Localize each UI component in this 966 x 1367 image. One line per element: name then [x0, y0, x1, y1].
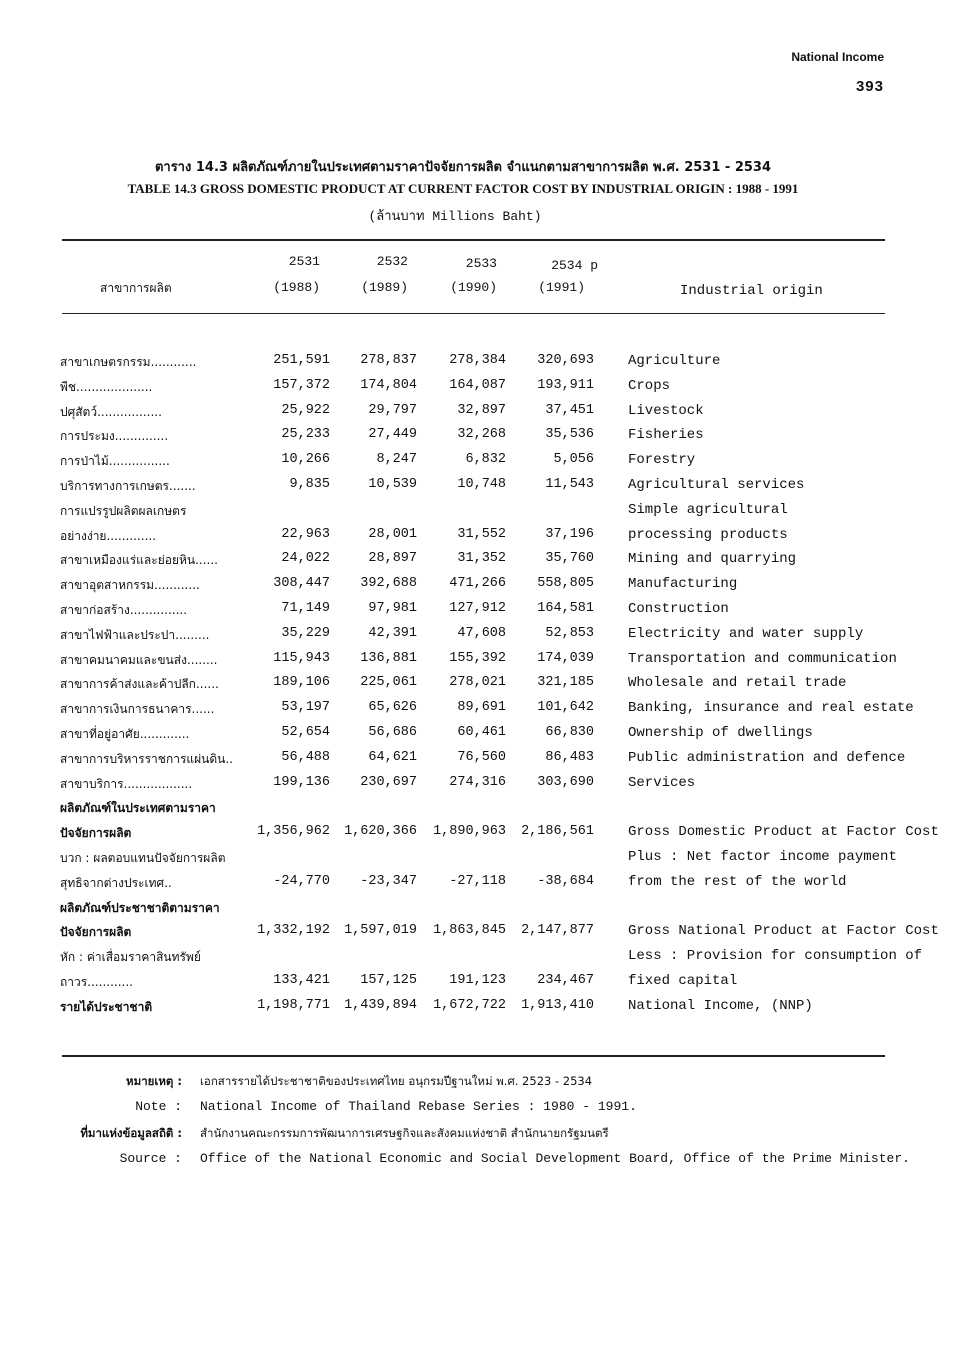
row-label-thai: ถาวร............ [60, 974, 133, 989]
row-label-thai: บริการทางการเกษตร....... [60, 478, 196, 493]
row-label-english: Agricultural services [628, 476, 805, 493]
table-row [0, 799, 966, 824]
row-value-2532: 1,439,894 [344, 997, 417, 1013]
row-value-2531: 56,488 [281, 749, 330, 765]
row-value-2534: 11,543 [545, 476, 594, 492]
row-value-2532: -23,347 [360, 873, 417, 889]
row-value-2534: 320,693 [537, 353, 594, 368]
row-value-2532: 42,391 [368, 625, 417, 641]
column-header-year-ad: (1990) [450, 280, 497, 295]
row-value-2531: 157,372 [273, 377, 330, 393]
row-value-2534: 1,913,410 [521, 997, 594, 1013]
row-value-2533: 32,268 [457, 427, 506, 443]
table-bottom-rule [62, 1055, 885, 1057]
column-header-year-ad: (1988) [273, 280, 320, 295]
table-row [0, 626, 966, 651]
table-caption-thai: ตาราง 14.3 ผลิตภัณฑ์ภายในประเทศตามราคาปัจจัยการผลิต จำแนกตามสาขาการผลิต พ.ศ. 2531 - 2534 [154, 160, 772, 175]
row-label-thai: สาขาคมนาคมและขนส่ง........ [60, 652, 218, 667]
table-row [0, 874, 966, 899]
row-value-2531: 115,943 [273, 650, 330, 666]
row-label-thai: การป่าไม้................ [60, 454, 170, 469]
note-label: หมายเหตุ : [126, 1074, 182, 1088]
row-label-thai: การแปรรูปผลิตผลเกษตร [60, 503, 187, 518]
row-label-english: Fisheries [628, 427, 704, 444]
table-notes [0, 1073, 966, 1177]
row-value-2534: 193,911 [537, 377, 594, 393]
row-value-2532: 174,804 [360, 377, 417, 393]
row-value-2533: 89,691 [457, 700, 506, 716]
note-label: Note : [135, 1099, 182, 1114]
row-value-2533: -27,118 [449, 873, 506, 889]
table-row [0, 998, 966, 1023]
note-line [0, 1151, 966, 1177]
row-label-thai: อย่างง่าย............. [60, 528, 157, 543]
row-value-2533: 1,672,722 [433, 997, 506, 1013]
row-label-english: Less : Provision for consumption of [628, 948, 923, 965]
row-value-2531: 52,654 [281, 724, 330, 740]
row-label-english: Construction [628, 600, 729, 617]
row-label-thai: บวก : ผลตอบแทนปัจจัยการผลิต [60, 850, 226, 865]
row-value-2531: 1,332,192 [257, 923, 330, 939]
row-value-2532: 225,061 [360, 675, 417, 691]
row-label-thai: สาขาการเงินการธนาคาร...... [60, 702, 215, 717]
table-row [0, 775, 966, 800]
row-label-english: Manufacturing [628, 576, 738, 593]
row-label-thai: สาขาเหมืองแร่และย่อยหิน...... [60, 553, 218, 568]
row-value-2533: 164,087 [449, 377, 506, 393]
row-label-thai: สาขาการค้าส่งและค้าปลีก...... [60, 677, 219, 692]
row-value-2533: 47,608 [457, 625, 506, 641]
row-label-english: Forestry [628, 452, 696, 469]
row-value-2532: 392,688 [360, 576, 417, 592]
row-value-2533: 191,123 [449, 972, 506, 988]
row-value-2531: 35,229 [281, 625, 330, 641]
row-value-2534: 35,536 [545, 427, 594, 443]
table-row [0, 353, 966, 378]
row-value-2534: 174,039 [537, 650, 594, 666]
row-value-2532: 1,597,019 [344, 923, 417, 939]
row-value-2533: 274,316 [449, 774, 506, 790]
page-number: 393 [855, 78, 884, 95]
row-value-2532: 56,686 [368, 724, 417, 740]
table-row [0, 477, 966, 502]
table-row [0, 923, 966, 948]
row-label-thai: การประมง.............. [60, 429, 169, 444]
row-value-2531: 22,963 [281, 526, 330, 542]
row-label-english: National Income, (NNP) [628, 997, 813, 1014]
table-row [0, 675, 966, 700]
column-header-year-be: 2533 [465, 256, 497, 271]
row-value-2534: 86,483 [545, 749, 594, 765]
row-label-english: Electricity and water supply [628, 625, 864, 642]
row-value-2533: 32,897 [457, 402, 506, 418]
table-row [0, 973, 966, 998]
table-row [0, 527, 966, 552]
column-header-year-be: 2532 [376, 254, 408, 269]
row-value-2531: 25,233 [281, 427, 330, 443]
note-line [0, 1073, 966, 1099]
table-row [0, 576, 966, 601]
row-label-thai: ผลิตภัณฑ์ในประเทศตามราคา [60, 801, 216, 816]
row-label-english: fixed capital [628, 972, 738, 989]
row-value-2532: 10,539 [368, 476, 417, 492]
row-label-thai: สาขาการบริหารราชการแผ่นดิน.. [60, 751, 233, 766]
row-value-2533: 278,384 [449, 353, 506, 368]
row-label-thai: พืช.................... [60, 379, 153, 394]
row-value-2531: -24,770 [273, 873, 330, 889]
table-row [0, 378, 966, 403]
row-label-english: Wholesale and retail trade [628, 675, 847, 692]
row-label-thai: รายได้ประชาชาติ [60, 999, 153, 1014]
row-value-2531: 25,922 [281, 402, 330, 418]
row-value-2534: -38,684 [537, 873, 594, 889]
row-label-thai: สาขาอุตสาหกรรม............ [60, 578, 200, 593]
row-label-thai: สุทธิจากต่างประเทศ.. [60, 875, 172, 890]
running-title: National Income [791, 50, 884, 64]
row-value-2532: 230,697 [360, 774, 417, 790]
row-value-2531: 1,356,962 [257, 824, 330, 840]
row-value-2531: 199,136 [273, 774, 330, 790]
table-row [0, 750, 966, 775]
row-value-2533: 31,352 [457, 551, 506, 567]
row-value-2531: 71,149 [281, 600, 330, 616]
row-value-2533: 76,560 [457, 749, 506, 765]
row-value-2532: 8,247 [376, 452, 417, 468]
row-label-english: Public administration and defence [628, 749, 906, 766]
row-value-2533: 10,748 [457, 476, 506, 492]
column-header-english: Industrial origin [680, 283, 823, 299]
row-value-2533: 155,392 [449, 650, 506, 666]
row-label-english: Transportation and communication [628, 650, 897, 667]
row-label-english: Agriculture [628, 353, 721, 369]
table-row [0, 651, 966, 676]
note-label: Source : [119, 1151, 182, 1166]
note-text: Office of the National Economic and Social Development Board, Office of the Prime Minister. [200, 1151, 910, 1166]
row-label-english: Plus : Net factor income payment [628, 848, 897, 865]
row-label-english: Crops [628, 377, 671, 394]
note-line [0, 1125, 966, 1151]
row-label-thai: ผลิตภัณฑ์ประชาชาติตามราคา [60, 900, 220, 915]
row-label-english: Gross National Product at Factor Cost [628, 923, 939, 940]
table-row [0, 601, 966, 626]
table-row [0, 551, 966, 576]
row-label-thai: ปัจจัยการผลิต [60, 925, 132, 940]
row-value-2531: 53,197 [281, 700, 330, 716]
row-value-2534: 5,056 [553, 452, 594, 468]
row-label-thai: สาขาที่อยู่อาศัย............. [60, 726, 190, 741]
row-value-2532: 97,981 [368, 600, 417, 616]
row-value-2533: 31,552 [457, 526, 506, 542]
row-value-2531: 133,421 [273, 972, 330, 988]
row-value-2534: 66,830 [545, 724, 594, 740]
row-value-2531: 10,266 [281, 452, 330, 468]
row-value-2533: 1,863,845 [433, 923, 506, 939]
row-value-2533: 127,912 [449, 600, 506, 616]
row-label-thai: สาขาเกษตรกรรม............ [60, 355, 197, 369]
row-value-2534: 558,805 [537, 576, 594, 592]
row-value-2533: 1,890,963 [433, 824, 506, 840]
table-row [0, 849, 966, 874]
row-label-thai: ปัจจัยการผลิต [60, 826, 132, 841]
row-value-2533: 60,461 [457, 724, 506, 740]
row-value-2532: 27,449 [368, 427, 417, 443]
row-label-thai: หัก : ค่าเสื่อมราคาสินทรัพย์ [60, 950, 201, 965]
row-value-2534: 2,147,877 [521, 923, 594, 939]
column-header-year-ad: (1989) [361, 280, 408, 295]
row-value-2531: 308,447 [273, 576, 330, 592]
row-value-2532: 28,897 [368, 551, 417, 567]
column-header-year-ad: (1991) [538, 280, 585, 295]
row-label-thai: สาขาไฟฟ้าและประปา......... [60, 627, 210, 642]
row-value-2532: 64,621 [368, 749, 417, 765]
row-value-2532: 157,125 [360, 972, 417, 988]
table-row [0, 403, 966, 428]
row-value-2533: 278,021 [449, 675, 506, 691]
table-top-rule [62, 239, 885, 241]
row-value-2532: 1,620,366 [344, 824, 417, 840]
row-value-2534: 52,853 [545, 625, 594, 641]
row-value-2534: 37,451 [545, 402, 594, 418]
note-text: National Income of Thailand Rebase Series : 1980 - 1991. [200, 1099, 637, 1114]
row-label-english: Banking, insurance and real estate [628, 700, 914, 717]
note-text: เอกสารรายได้ประชาชาติของประเทศไทย อนุกรมปีฐานใหม่ พ.ศ. 2523 - 2534 [200, 1074, 593, 1088]
table-row [0, 427, 966, 452]
table-unit: (ล้านบาท Millions Baht) [368, 209, 542, 224]
table-body [0, 353, 966, 1023]
table-row [0, 725, 966, 750]
row-value-2532: 28,001 [368, 526, 417, 542]
column-header-year-be: 2534 p [551, 258, 598, 273]
row-value-2531: 9,835 [289, 476, 330, 492]
row-value-2532: 136,881 [360, 650, 417, 666]
note-text: สำนักงานคณะกรรมการพัฒนาการเศรษฐกิจและสังคมแห่งชาติ สำนักนายกรัฐมนตรี [200, 1126, 609, 1140]
table-row [0, 948, 966, 973]
row-label-thai: สาขาก่อสร้าง............... [60, 602, 188, 617]
row-value-2534: 303,690 [537, 774, 594, 790]
row-value-2532: 65,626 [368, 700, 417, 716]
row-value-2531: 1,198,771 [257, 997, 330, 1013]
column-header-thai: สาขาการผลิต [100, 281, 172, 295]
row-label-english: processing products [628, 526, 788, 543]
column-header-year-be: 2531 [288, 254, 320, 269]
table-row [0, 700, 966, 725]
row-label-english: Services [628, 774, 696, 791]
row-label-english: from the rest of the world [628, 873, 847, 890]
row-value-2533: 471,266 [449, 576, 506, 592]
note-line [0, 1099, 966, 1125]
note-label: ที่มาแห่งข้อมูลสถิติ : [80, 1126, 182, 1140]
row-value-2534: 234,467 [537, 972, 594, 988]
row-value-2531: 189,106 [273, 675, 330, 691]
row-value-2534: 2,186,561 [521, 824, 594, 840]
table-header-rule [62, 313, 885, 314]
row-value-2534: 35,760 [545, 551, 594, 567]
row-value-2533: 6,832 [465, 452, 506, 468]
row-label-english: Mining and quarrying [628, 551, 797, 568]
row-label-thai: สาขาบริการ.................. [60, 776, 193, 791]
row-label-english: Gross Domestic Product at Factor Cost [628, 824, 939, 841]
table-row [0, 824, 966, 849]
row-value-2534: 37,196 [545, 526, 594, 542]
row-value-2531: 251,591 [273, 353, 330, 368]
row-value-2534: 164,581 [537, 600, 594, 616]
row-value-2534: 101,642 [537, 700, 594, 716]
table-caption-english: TABLE 14.3 GROSS DOMESTIC PRODUCT AT CURRENT FACTOR COST BY INDUSTRIAL ORIGIN : 1988 - 1991 [127, 181, 799, 196]
table-row [0, 899, 966, 924]
table-row [0, 452, 966, 477]
row-value-2531: 24,022 [281, 551, 330, 567]
row-value-2532: 278,837 [360, 353, 417, 368]
row-label-english: Simple agricultural [628, 501, 788, 518]
row-label-english: Ownership of dwellings [628, 724, 813, 741]
table-row [0, 502, 966, 527]
row-label-thai: ปศุสัตว์................. [60, 404, 162, 419]
row-value-2532: 29,797 [368, 402, 417, 418]
row-label-english: Livestock [628, 402, 704, 419]
row-value-2534: 321,185 [537, 675, 594, 691]
